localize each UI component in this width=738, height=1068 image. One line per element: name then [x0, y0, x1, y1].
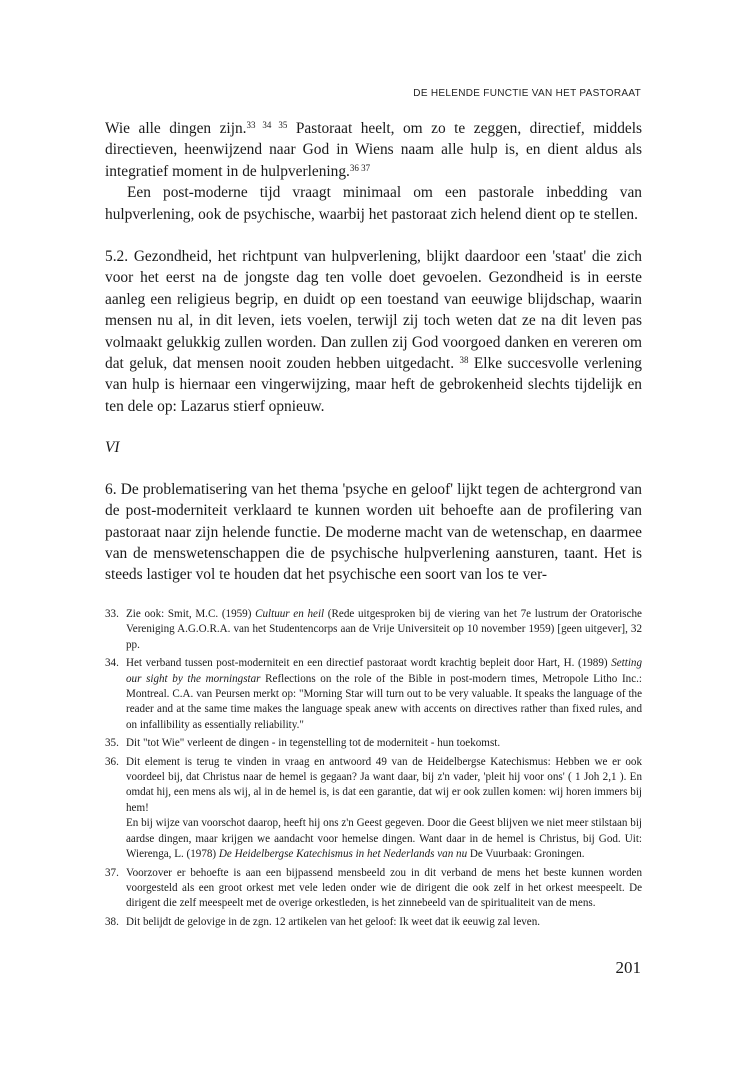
paragraph: Een post-moderne tijd vraagt minimaal om een pastorale inbedding van hulpverlening, ook de psychische, waarbij het pastoraat zich helend dient op te stellen.	[105, 184, 642, 223]
footnote-37	[105, 866, 642, 912]
footnote-ref: 36 37	[349, 162, 371, 173]
footnote-number: 38.	[105, 915, 119, 928]
main-text	[105, 118, 642, 586]
footnotes	[105, 607, 642, 930]
footnote-text: Dit belijdt de gelovige in de zgn. 12 artikelen van het geloof: Ik weet dat ik eeuwig zal leven.	[126, 915, 541, 928]
footnote-ref: 33 34 35	[246, 120, 288, 130]
footnote-text: Voorzover er behoefte is aan een bijpassend mensbeeld zou in dit verband de mens het beste kunnen worden voorgesteld als een groot orkest met vele leden onder wie de dirigent die ook zelf in het orkest meespeelt. De dirigent die zelf meespeelt met de overige orkestleden, is het zinnebeeld van de spiritualiteit van de mens.	[126, 866, 642, 910]
text-span: (Rede uitgesproken bij de viering van het 7e lustrum der Oratorische Vereniging A.G.O.R.A. van het Studentencorps aan de Vrije Universiteit op 10 november 1959) [geen uitgever], 32 pp.	[126, 608, 642, 651]
text-span: Elke succesvolle verlening van hulp is hiernaar een vingerwijzing, maar heft de gebrokenheid slechts tijdelijk en ten dele op: Lazarus stierf opnieuw.	[105, 355, 643, 415]
page-number: 201	[615, 958, 641, 977]
paragraph-6: 6. De problematisering van het thema 'psyche en geloof' lijkt tegen de achtergrond van de post-moderniteit verklaard te kunnen worden uit behoefte aan de profilering van pastoraat naar zijn helende functie. De moderne macht van de wetenschap, en daarmee van de menswetenschappen die de psychische hulpverlening aansturen, taant. Het is steeds lastiger vol te houden dat het psychische een soort van los te ver-	[105, 480, 642, 584]
paragraph-5-2	[105, 246, 642, 417]
text-span: En bij wijze van voorschot daarop, heeft hij ons z'n Geest gegeven. Door die Geest blijven we niet meer stilstaan bij aardse dingen, maar krijgen we aandacht voor hemelse dingen. Want daar in de hemel is Christus, bij God. Uit: Wierenga, L. (1978)	[126, 817, 642, 861]
footnote-33	[105, 607, 642, 653]
footnote-text: Dit "tot Wie" verleent de dingen - in tegenstelling tot de moderniteit - hun toekomst.	[126, 737, 501, 750]
text-span: Wie alle dingen zijn.	[105, 120, 247, 137]
text-span: De Vuurbaak: Groningen.	[467, 848, 585, 861]
footnote-number: 34.	[105, 657, 119, 670]
footnote-34	[105, 656, 642, 733]
text-span: Dit element is terug te vinden in vraag en antwoord 49 van de Heidelbergse Katechismus: Hebben we er ook voordeel bij, dat Christus naar de hemel is gegaan? Ja want daar, bij z'n vader, 'pleit hij voor ons' ( 1 Joh 2,1 ). En omdat hij, een mens als wij, al in de hemel is, is dat een garantie, dat wij er ook zullen komen: wij horen immers bij hem!	[126, 755, 642, 814]
footnote-ref: 38	[459, 355, 469, 366]
paragraph	[105, 118, 642, 182]
text-span: Pastoraat heelt, om zo te zeggen, directief, middels directieven, heenwijzend naar God in Wiens naam alle hulp is, en dient aldus als integratief moment in de hulpverlening.	[105, 120, 643, 180]
section-heading: VI	[105, 439, 120, 457]
cited-title: Setting our sight by the morningstar	[126, 657, 642, 685]
text-span: Reflections on the role of the Bible in post-modern times, Metropole Litho Inc.: Montreal. C.A. van Peursen merkt op: "Morning Star will turn out to be very valuable. It speaks the language of the reader and at the same time makes the language speak anew with accents on directives rather than fixed rules, and on infallibility as essentially reliability."	[126, 672, 642, 731]
text-span: Het verband tussen post-moderniteit en een directief pastoraat wordt krachtig bepleit door Hart, H. (1989)	[126, 657, 612, 670]
footnote-36	[105, 755, 642, 863]
text-span: 5.2. Gezondheid, het richtpunt van hulpverlening, blijkt daardoor een 'staat' die zich voor het eerst na de jongste dag ten volle doet gevoelen. Gezondheid is in eerste aanleg een religieus begrip, en duidt op een toestand van eeuwige blijdschap, waarin mensen nu al, in dit leven, iets voelen, terwijl zij toch weten dat ze na dit leven pas volmaakt gelukkig zullen worden. Dan zullen zij God voorgoed danken en vereren om dat geluk, dat mensen nooit zouden hebben uitgedacht.	[105, 248, 642, 373]
footnote-number: 37.	[105, 866, 119, 879]
footnote-continuation	[126, 816, 642, 862]
footnote-text	[126, 755, 642, 863]
text-span: Zie ook: Smit, M.C. (1959)	[126, 608, 256, 620]
footnote-text	[126, 607, 642, 653]
footnote-35	[105, 736, 642, 751]
running-header: DE HELENDE FUNCTIE VAN HET PASTORAAT	[413, 88, 641, 99]
footnote-number: 35.	[105, 737, 119, 750]
cited-title: Cultuur en heil	[255, 608, 325, 620]
footnote-number: 33.	[105, 608, 119, 620]
footnote-text	[126, 656, 642, 733]
footnote-number: 36.	[105, 755, 119, 768]
cited-title: De Heidelbergse Katechismus in het Nederlands van nu	[218, 848, 468, 861]
footnote-38	[105, 915, 642, 930]
